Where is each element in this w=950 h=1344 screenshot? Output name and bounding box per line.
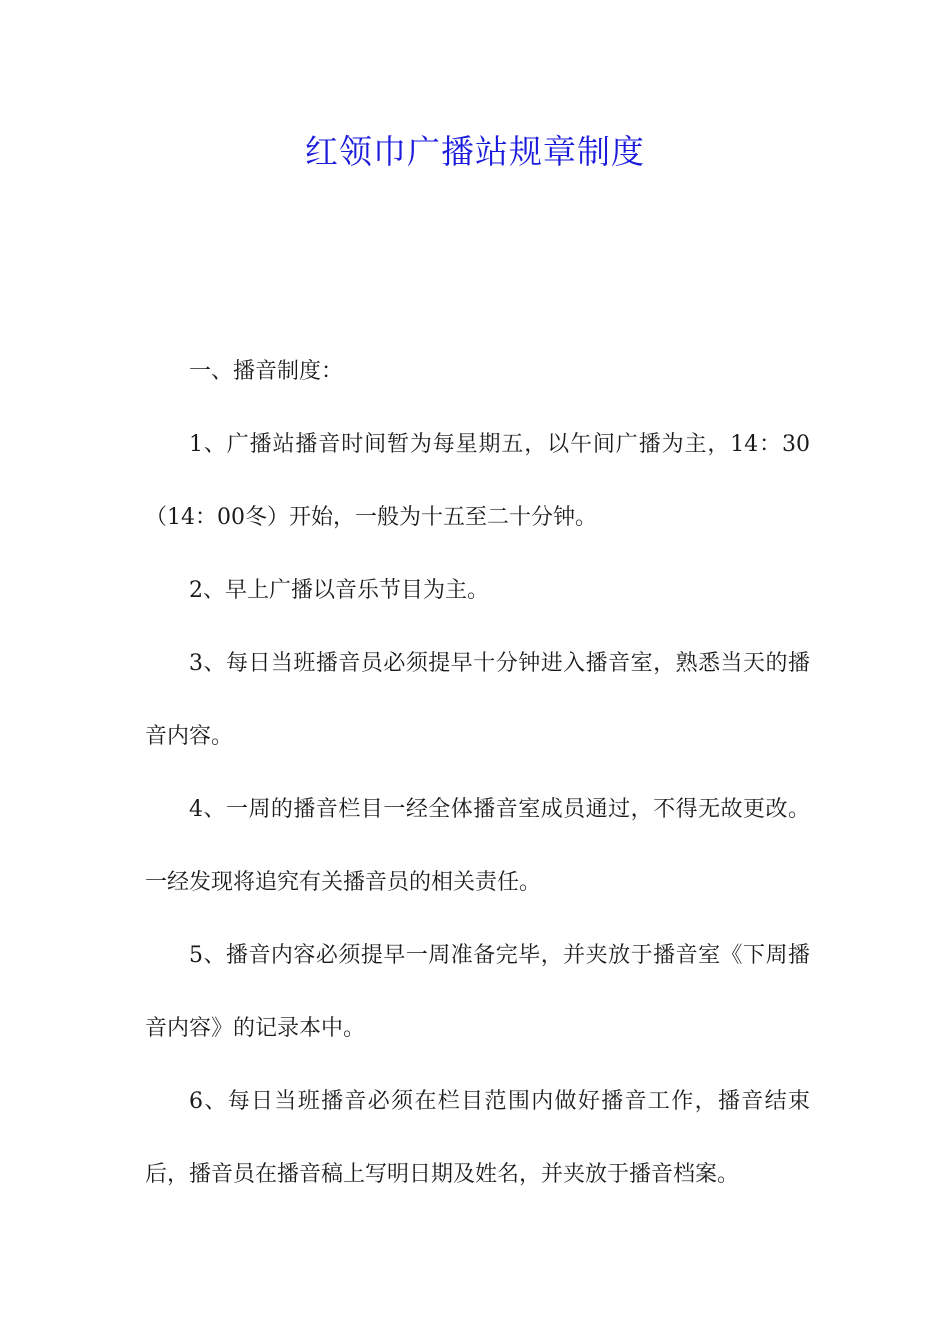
paragraph-3: 3、每日当班播音员必须提早十分钟进入播音室，熟悉当天的播音内容。: [145, 651, 810, 749]
paragraph-6: 6、每日当班播音必须在栏目范围内做好播音工作，播音结束后，播音员在播音稿上写明日期及姓名，并夹放于播音档案。: [145, 1089, 810, 1187]
paragraph-4: 4、一周的播音栏目一经全体播音室成员通过，不得无故更改。一经发现将追究有关播音员的相关责任。: [145, 797, 810, 895]
paragraph-1: 1、广播站播音时间暂为每星期五，以午间广播为主，14：30（14：00冬）开始，一般为十五至二十分钟。: [145, 432, 810, 530]
paragraph-5: 5、播音内容必须提早一周准备完毕，并夹放于播音室《下周播音内容》的记录本中。: [145, 943, 810, 1041]
section-heading: 一、播音制度：: [189, 359, 344, 384]
document-body: [145, 335, 810, 1211]
paragraph-2: 2、早上广播以音乐节目为主。: [189, 578, 489, 603]
document-title: 红领巾广播站规章制度: [305, 132, 645, 171]
